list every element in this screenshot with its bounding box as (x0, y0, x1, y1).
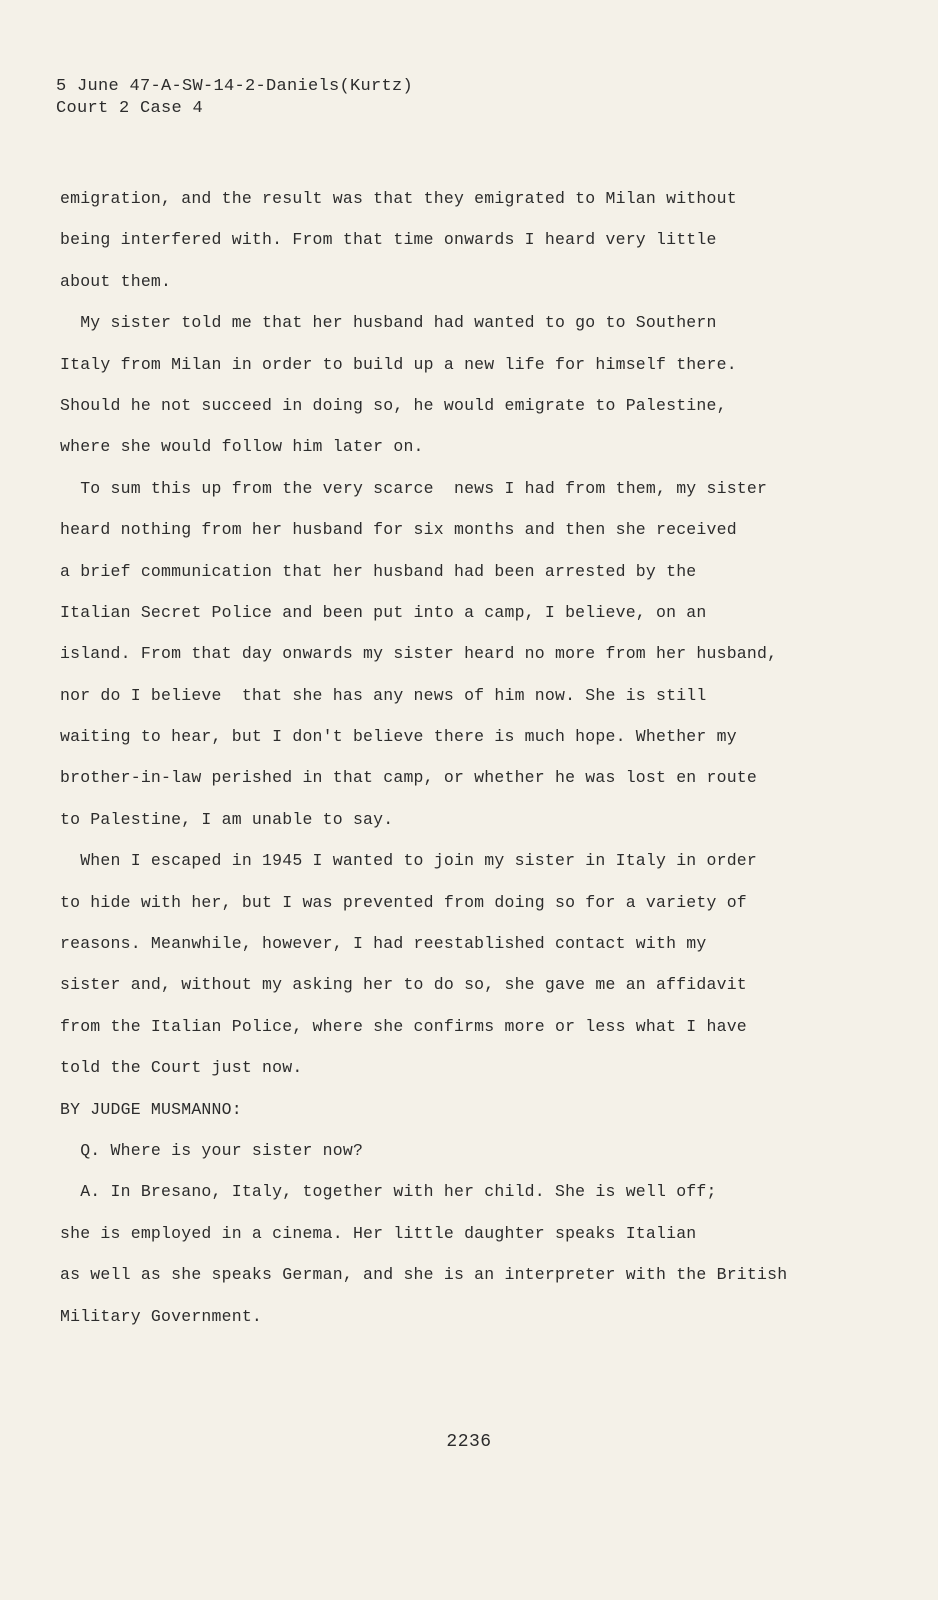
text-line: To sum this up from the very scarce news I had from them, my sister (60, 478, 768, 498)
text-line: emigration, and the result was that they emigrated to Milan without (60, 189, 737, 208)
text-line: told the Court just now. (60, 1058, 303, 1078)
text-line: as well as she speaks German, and she is an interpreter with the British (60, 1265, 788, 1285)
document-header (56, 76, 413, 120)
text-line: Italian Secret Police and been put into a camp, I believe, on an (60, 602, 707, 622)
testimony-body (60, 178, 880, 1337)
text-line: nor do I believe that she has any news of him now. She is still (60, 685, 707, 705)
speaker-heading: BY JUDGE MUSMANNO: (60, 1099, 242, 1119)
text-line: she is employed in a cinema. Her little daughter speaks Italian (60, 1223, 697, 1243)
text-line: where she would follow him later on. (60, 437, 424, 457)
text-line: from the Italian Police, where she confirms more or less what I have (60, 1016, 747, 1036)
text-line: a brief communication that her husband had been arrested by the (60, 561, 697, 581)
text-line: being interfered with. From that time onwards I heard very little (60, 230, 717, 250)
text-line: My sister told me that her husband had wanted to go to Southern (60, 313, 717, 333)
header-line-court-case: Court 2 Case 4 (56, 99, 204, 118)
text-line: to Palestine, I am unable to say. (60, 809, 394, 829)
answer-line: A. In Bresano, Italy, together with her child. She is well off; (60, 1182, 717, 1202)
text-line: heard nothing from her husband for six months and then she received (60, 520, 737, 540)
text-line: island. From that day onwards my sister heard no more from her husband, (60, 644, 778, 664)
text-line: to hide with her, but I was prevented from doing so for a variety of (60, 892, 747, 912)
question-line: Q. Where is your sister now? (60, 1140, 364, 1160)
text-line: Italy from Milan in order to build up a new life for himself there. (60, 354, 737, 374)
text-line: Military Government. (60, 1306, 263, 1326)
page-number: 2236 (446, 1432, 492, 1452)
text-line: Should he not succeed in doing so, he would emigrate to Palestine, (60, 395, 727, 415)
text-line: sister and, without my asking her to do so, she gave me an affidavit (60, 975, 747, 995)
text-line: brother-in-law perished in that camp, or whether he was lost en route (60, 768, 758, 788)
text-line: about them. (60, 271, 172, 291)
text-line: waiting to hear, but I don't believe there is much hope. Whether my (60, 727, 737, 747)
header-line-date-case: 5 June 47-A-SW-14-2-Daniels(Kurtz) (56, 77, 414, 96)
text-line: reasons. Meanwhile, however, I had reestablished contact with my (60, 934, 707, 954)
text-line: When I escaped in 1945 I wanted to join my sister in Italy in order (60, 851, 758, 871)
